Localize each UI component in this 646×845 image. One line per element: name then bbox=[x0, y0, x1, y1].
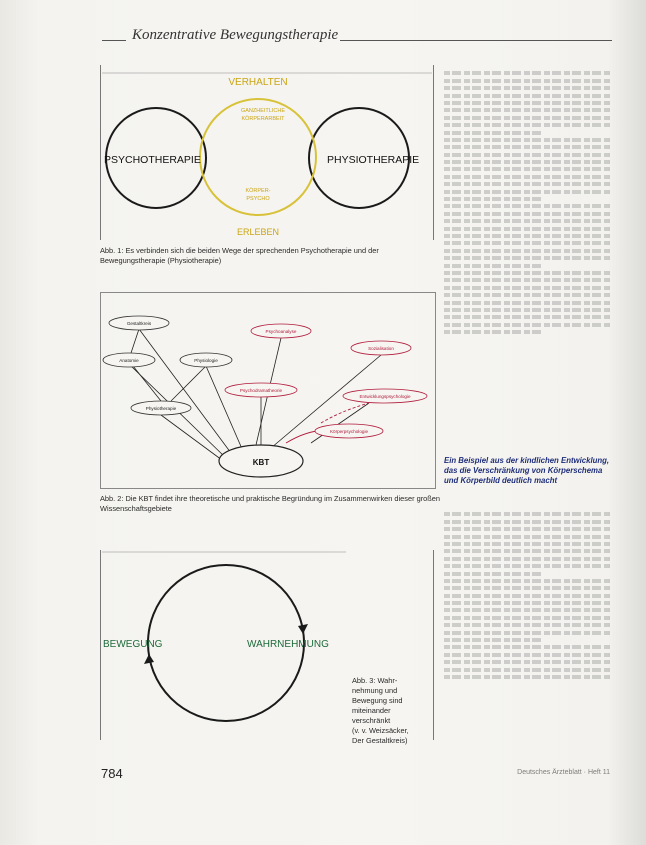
text-line-placeholder bbox=[444, 182, 610, 186]
text-line-placeholder bbox=[444, 308, 610, 312]
text-line-placeholder bbox=[444, 520, 610, 524]
figure-3-caption-line: nehmung und bbox=[352, 686, 398, 695]
text-line-placeholder bbox=[444, 71, 610, 75]
text-line-placeholder bbox=[444, 668, 610, 672]
text-line-placeholder bbox=[444, 535, 610, 539]
node-entwicklungspsychologie-label: Entwicklungspsychologie bbox=[359, 394, 411, 399]
cycle-arrow-right bbox=[298, 624, 308, 634]
cycle-arrow-left bbox=[144, 654, 154, 664]
text-line-placeholder bbox=[444, 278, 610, 282]
text-line-placeholder bbox=[444, 653, 610, 657]
ganzheitliche-label: GANZHEITLICHE bbox=[240, 108, 286, 114]
text-line-placeholder bbox=[444, 660, 610, 664]
node-gestaltkreis-label: Gestaltkreis bbox=[126, 321, 152, 326]
verhalten-label: VERHALTEN bbox=[228, 77, 288, 88]
text-line-placeholder bbox=[444, 101, 610, 105]
figure-2 bbox=[100, 292, 436, 489]
section-subheading: Ein Beispiel aus der kindlichen Entwicklung, das die Verschränkung von Körperschema und Körperbild deutlich macht bbox=[444, 456, 610, 485]
koerperarbeit-label: KÖRPERARBEIT bbox=[241, 116, 285, 122]
text-line-placeholder bbox=[444, 616, 610, 620]
text-line-placeholder bbox=[444, 123, 610, 127]
body-text-column-bottom bbox=[444, 509, 610, 682]
text-line-placeholder bbox=[444, 557, 610, 561]
footer-journal: Deutsches Ärzteblatt · Heft 11 bbox=[517, 769, 610, 776]
text-line-placeholder bbox=[444, 586, 610, 590]
psycho-label: PSYCHO bbox=[246, 196, 270, 202]
header-rule-right bbox=[340, 40, 612, 41]
figure-3-caption bbox=[352, 676, 434, 746]
koerper-label: KÖRPER- bbox=[245, 188, 271, 194]
text-line-placeholder bbox=[444, 315, 610, 319]
text-line-placeholder bbox=[444, 234, 610, 238]
text-line-placeholder bbox=[444, 512, 610, 516]
bewegung-label: BEWEGUNG bbox=[103, 639, 163, 650]
text-line-placeholder bbox=[444, 175, 610, 179]
figure-3-caption-line: verschränkt bbox=[352, 716, 391, 725]
text-line-placeholder bbox=[444, 79, 610, 83]
node-koerperpsychologie-label: Körperpsychologie bbox=[329, 429, 369, 434]
text-line-placeholder bbox=[444, 542, 610, 546]
text-line-placeholder bbox=[444, 527, 610, 531]
text-line-placeholder bbox=[444, 645, 610, 649]
text-line-placeholder bbox=[444, 271, 610, 275]
node-psychodramatheorie-label: Psychodramatheorie bbox=[239, 388, 283, 393]
text-line-placeholder bbox=[444, 579, 610, 583]
text-line-placeholder bbox=[444, 249, 610, 253]
running-head bbox=[102, 27, 612, 47]
erleben-label: ERLEBEN bbox=[236, 227, 280, 237]
header-rule-left bbox=[102, 40, 126, 41]
text-line-placeholder bbox=[444, 301, 610, 305]
wahrnehmung-label: WAHRNEHMUNG bbox=[247, 639, 329, 650]
node-kbt-label: KBT bbox=[252, 458, 270, 467]
text-line-placeholder bbox=[444, 623, 610, 627]
network-diagram bbox=[101, 293, 435, 488]
body-text-column-top bbox=[444, 68, 610, 337]
text-line-placeholder bbox=[444, 204, 610, 208]
text-line-placeholder bbox=[444, 212, 610, 216]
text-line-placeholder bbox=[444, 190, 610, 194]
text-line-placeholder bbox=[444, 108, 610, 112]
text-line-placeholder bbox=[444, 549, 610, 553]
text-line-placeholder bbox=[444, 86, 610, 90]
text-line-placeholder bbox=[444, 138, 610, 142]
text-line-placeholder bbox=[444, 116, 610, 120]
figure-3-caption-line: Der Gestaltkreis) bbox=[352, 736, 408, 745]
figure-3-caption-line: (v. v. Weizsäcker, bbox=[352, 726, 409, 735]
text-line-placeholder bbox=[444, 197, 544, 201]
figure-3-caption-line: Abb. 3: Wahr- bbox=[352, 676, 398, 685]
page-number: 784 bbox=[101, 766, 123, 781]
text-line-placeholder bbox=[444, 594, 610, 598]
text-line-placeholder bbox=[444, 167, 610, 171]
node-psychoanalyse-label: Psychoanalyse bbox=[265, 329, 297, 334]
text-line-placeholder bbox=[444, 330, 544, 334]
node-anatomie-label: Anatomie bbox=[119, 358, 139, 363]
text-line-placeholder bbox=[444, 131, 544, 135]
text-line-placeholder bbox=[444, 608, 610, 612]
text-line-placeholder bbox=[444, 219, 610, 223]
figure-2-caption: Abb. 2: Die KBT findet ihre theoretische und praktische Begründung im Zusammenwirken dieser großen Wissenschaftsgebiete bbox=[100, 494, 441, 513]
node-physiologie-label: Physiologie bbox=[194, 358, 218, 363]
text-line-placeholder bbox=[444, 572, 544, 576]
text-line-placeholder bbox=[444, 145, 610, 149]
text-line-placeholder bbox=[444, 264, 544, 268]
figure-1-caption: Abb. 1: Es verbinden sich die beiden Wege der sprechenden Psychotherapie und der Bewegungstherapie (Physiotherapie) bbox=[100, 246, 379, 265]
text-line-placeholder bbox=[444, 227, 610, 231]
text-line-placeholder bbox=[444, 293, 610, 297]
psychotherapie-label: PSYCHOTHERAPIE bbox=[104, 154, 201, 166]
text-line-placeholder bbox=[444, 94, 610, 98]
text-line-placeholder bbox=[444, 256, 610, 260]
text-line-placeholder bbox=[444, 286, 610, 290]
text-line-placeholder bbox=[444, 323, 610, 327]
physiotherapie-label: PHYSIOTHERAPIE bbox=[327, 154, 420, 166]
text-line-placeholder bbox=[444, 153, 610, 157]
figure-3-caption-line: Bewegung sind bbox=[352, 696, 403, 705]
text-line-placeholder bbox=[444, 675, 610, 679]
figure-3-caption-line: miteinander bbox=[352, 706, 391, 715]
running-head-title: Konzentrative Bewegungstherapie bbox=[132, 27, 339, 43]
text-line-placeholder bbox=[444, 241, 610, 245]
node-sozialisation-label: Sozialisation bbox=[368, 346, 394, 351]
text-line-placeholder bbox=[444, 601, 610, 605]
text-line-placeholder bbox=[444, 631, 610, 635]
figure-1 bbox=[100, 65, 434, 240]
venn-diagram bbox=[101, 65, 433, 240]
text-line-placeholder bbox=[444, 564, 610, 568]
text-line-placeholder bbox=[444, 638, 544, 642]
text-line-placeholder bbox=[444, 160, 610, 164]
node-physiotherapie-label: Physiotherapie bbox=[145, 406, 177, 411]
